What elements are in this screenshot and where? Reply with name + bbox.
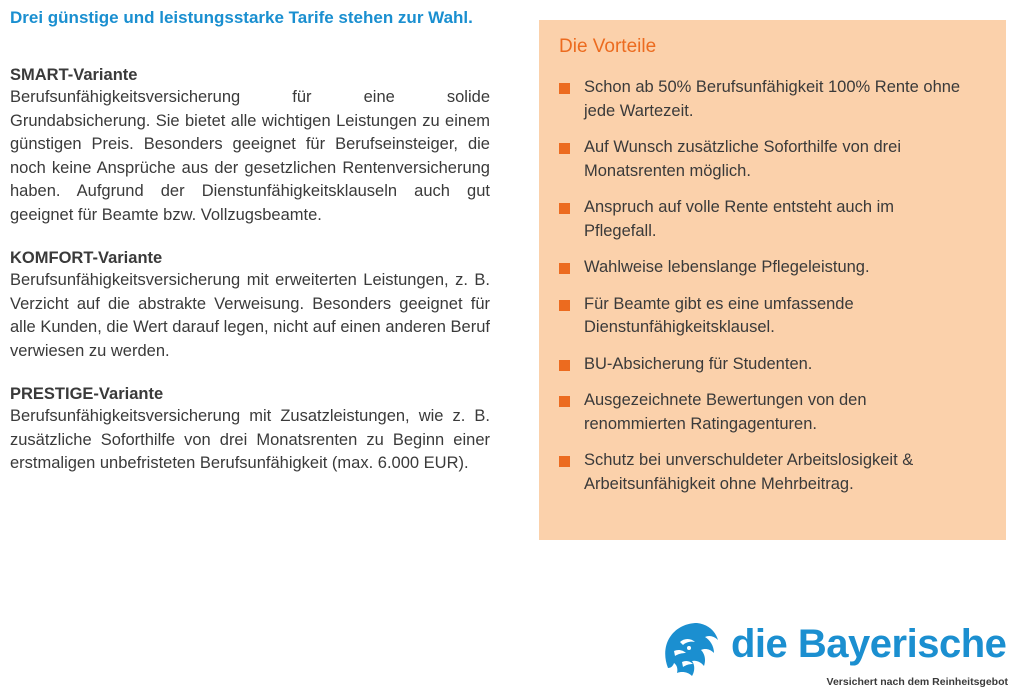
list-item — [559, 136, 986, 183]
list-item — [559, 256, 986, 280]
variant-title: PRESTIGE-Variante — [10, 385, 164, 403]
square-bullet-icon — [559, 203, 570, 214]
square-bullet-icon — [559, 396, 570, 407]
variant-komfort — [10, 247, 490, 363]
variant-smart — [10, 64, 490, 227]
company-logo — [658, 618, 1018, 694]
benefit-text: Auf Wunsch zusätzliche Soforthilfe von drei Monatsrenten möglich. — [584, 138, 902, 180]
list-item — [559, 389, 986, 436]
benefit-text: Ausgezeichnete Bewertungen von den renommierten Ratingagenturen. — [584, 391, 867, 433]
benefits-title: Die Vorteile — [559, 36, 657, 57]
square-bullet-icon — [559, 83, 570, 94]
square-bullet-icon — [559, 143, 570, 154]
variant-description: Berufsunfähigkeitsversicherung mit erweiterten Leistungen, z. B. Verzicht auf die abstrakte Verweisung. Besonders geeignet für alle Kunden, die Wert darauf legen, nicht auf einen anderen Beruf verwiesen zu werden. — [10, 271, 490, 360]
variant-prestige — [10, 383, 490, 476]
list-item — [559, 353, 986, 377]
square-bullet-icon — [559, 456, 570, 467]
variant-title: KOMFORT-Variante — [10, 249, 163, 267]
lion-head-icon — [658, 618, 722, 682]
page-headline: Drei günstige und leistungsstarke Tarife stehen zur Wahl. — [10, 8, 473, 27]
benefit-text: Anspruch auf volle Rente entsteht auch im Pflegefall. — [584, 198, 895, 240]
logo-tagline: Versichert nach dem Reinheitsgebot — [826, 676, 1008, 688]
logo-wordmark: die Bayerische — [731, 622, 1007, 666]
variant-description: Berufsunfähigkeitsversicherung für eine solide Grundabsicherung. Sie bietet alle wichtigen Leistungen zu einem günstigen Preis. Besonders geeignet für Berufseinsteiger, die noch keine Ansprüche aus der gesetzlichen Rentenversicherung haben. Aufgrund der Dienstunfähigkeitsklauseln auch gut geeignet für Beamte bzw. Vollzugsbeamte. — [10, 88, 490, 224]
variant-description: Berufsunfähigkeitsversicherung mit Zusatzleistungen, wie z. B. zusätzliche Soforthilfe von drei Monatsrenten zu Beginn einer erstmaligen unbefristeten Berufsunfähigkeit (max. 6.000 EUR). — [10, 407, 490, 472]
benefit-text: BU-Absicherung für Studenten. — [584, 354, 813, 373]
benefit-text: Schon ab 50% Berufsunfähigkeit 100% Rente ohne jede Wartezeit. — [584, 78, 961, 120]
benefits-list — [559, 76, 986, 496]
list-item — [559, 449, 986, 496]
benefit-text: Für Beamte gibt es eine umfassende Dienstunfähigkeitsklausel. — [584, 294, 854, 336]
tariff-variants — [10, 64, 490, 496]
benefit-text: Schutz bei unverschuldeter Arbeitslosigkeit & Arbeitsunfähigkeit ohne Mehrbeitrag. — [584, 451, 914, 493]
variant-title: SMART-Variante — [10, 66, 138, 84]
benefit-text: Wahlweise lebenslange Pflegeleistung. — [584, 258, 870, 276]
square-bullet-icon — [559, 360, 570, 371]
list-item — [559, 293, 986, 340]
list-item — [559, 76, 986, 123]
square-bullet-icon — [559, 300, 570, 311]
benefits-box — [539, 20, 1006, 540]
list-item — [559, 196, 986, 243]
square-bullet-icon — [559, 263, 570, 274]
